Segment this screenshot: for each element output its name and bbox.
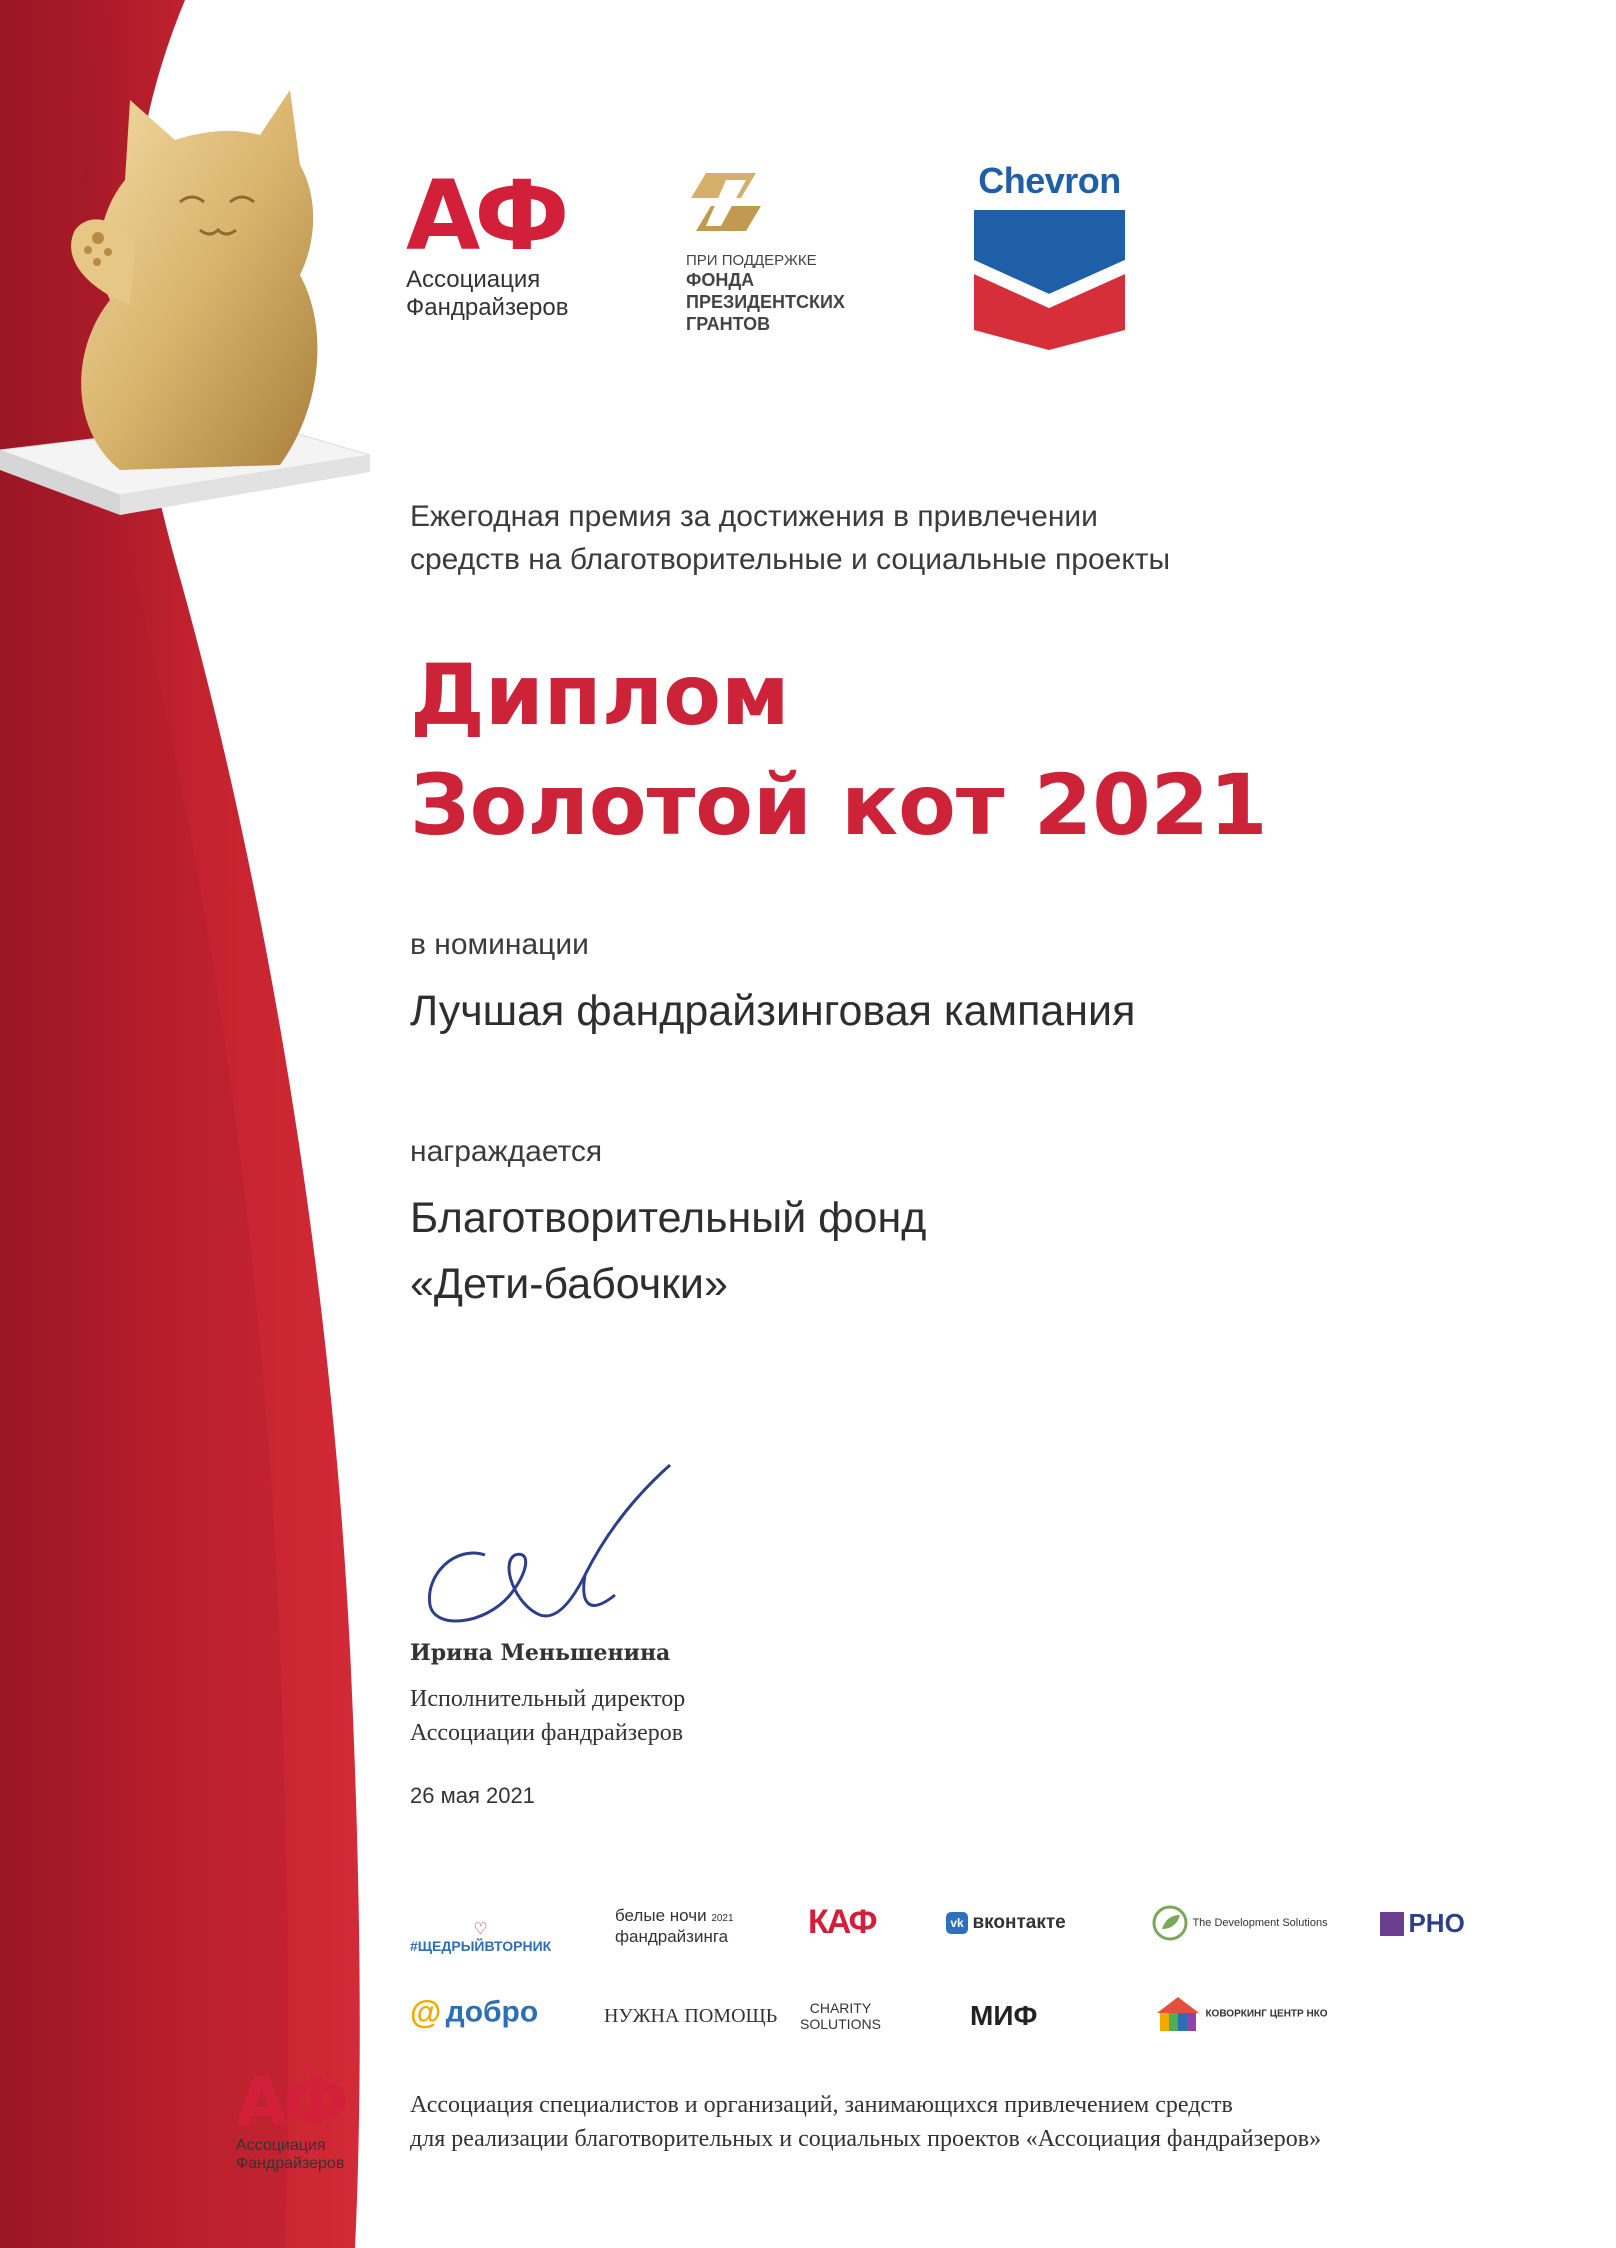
coworking-text: КОВОРКИНГ ЦЕНТР НКО xyxy=(1205,2008,1328,2020)
awardee-label: награждается xyxy=(410,1135,603,1168)
partner-charity-solutions xyxy=(800,2000,881,2032)
charity-line-2: SOLUTIONS xyxy=(800,2016,881,2032)
partner-kaf: КАФ xyxy=(808,1903,876,1941)
belye-nochi-line-2: фандрайзинга xyxy=(615,1927,729,1946)
partner-shchedry-text: #ЩЕДРЫЙВТОРНИК xyxy=(410,1938,552,1954)
dobro-text: добро xyxy=(445,1995,539,2029)
tagline-line-1: Ежегодная премия за достижения в привлечении xyxy=(410,500,1098,533)
tagline-line-2: средств на благотворительные и социальные проекты xyxy=(410,543,1171,576)
belye-nochi-line-1: белые ночи xyxy=(615,1906,707,1925)
presidential-grants-emblem-icon xyxy=(686,168,766,238)
partner-belye-nochi xyxy=(615,1907,734,1946)
partner-vkontakte xyxy=(946,1912,1066,1934)
partner-rno xyxy=(1380,1908,1465,1939)
presidential-grants-logo xyxy=(686,168,936,335)
footer-af-caption-1: Ассоциация xyxy=(236,2137,326,2154)
af-logo xyxy=(406,160,596,321)
pgf-line-2: ФОНДА xyxy=(686,270,755,290)
signer-role-line-1: Исполнительный директор xyxy=(410,1686,686,1712)
af-logo-letters: АФ xyxy=(406,160,564,272)
signer-name: Ирина Меньшенина xyxy=(410,1640,671,1666)
charity-line-1: CHARITY xyxy=(809,2000,872,2016)
partner-coworking-nko xyxy=(1155,1995,1328,2033)
issue-date: 26 мая 2021 xyxy=(410,1783,535,1808)
vk-icon: vk xyxy=(946,1912,968,1934)
leaf-icon xyxy=(1152,1905,1188,1941)
footer-description xyxy=(410,2088,1560,2156)
signer-role xyxy=(410,1682,685,1750)
partner-dobro xyxy=(410,1994,538,2031)
af-logo-caption-1: Ассоциация xyxy=(406,266,541,293)
rno-text: РНО xyxy=(1408,1908,1465,1938)
pgf-line-3: ПРЕЗИДЕНТСКИХ xyxy=(686,292,845,312)
signer-role-line-2: Ассоциации фандрайзеров xyxy=(410,1720,684,1746)
footer-line-2: для реализации благотворительных и социальных проектов «Ассоциация фандрайзеров» xyxy=(410,2126,1322,2152)
heart-icon: ♡ xyxy=(473,1921,488,1938)
signature-icon xyxy=(415,1455,685,1635)
footer-af-logo xyxy=(236,2064,386,2172)
chevron-wordmark: Chevron xyxy=(978,160,1121,201)
partner-nuzhna-pomosch: НУЖНА ПОМОЩЬ xyxy=(604,2005,778,2027)
belye-nochi-year: 2021 xyxy=(711,1913,734,1924)
nomination-value: Лучшая фандрайзинговая кампания xyxy=(410,987,1136,1035)
partner-mif: МИФ xyxy=(970,2000,1038,2031)
at-icon: @ xyxy=(410,1994,442,2030)
partner-development-solutions xyxy=(1152,1905,1328,1941)
diploma-title xyxy=(410,640,1510,860)
partner-shchedry-vtornik xyxy=(410,1922,551,1956)
vkontakte-text: вконтакте xyxy=(972,1912,1066,1933)
nomination-label: в номинации xyxy=(410,928,589,961)
award-tagline xyxy=(410,495,1410,581)
af-logo-caption-2: Фандрайзеров xyxy=(406,294,569,321)
awardee-name xyxy=(410,1185,926,1317)
chevron-hallmark-icon xyxy=(962,202,1137,352)
chevron-logo xyxy=(962,160,1137,356)
house-icon xyxy=(1155,1995,1201,2033)
awardee-line-2: «Дети-бабочки» xyxy=(410,1260,728,1308)
awardee-line-1: Благотворительный фонд xyxy=(410,1194,927,1242)
rno-square-icon xyxy=(1380,1912,1404,1936)
title-line-1: Диплом xyxy=(410,646,790,744)
pgf-line-4: ГРАНТОВ xyxy=(686,314,771,334)
footer-af-letters: АФ xyxy=(236,2064,345,2141)
title-line-2: Золотой кот 2021 xyxy=(410,756,1268,854)
development-solutions-text: The Development Solutions xyxy=(1192,1917,1328,1929)
pgf-line-1: ПРИ ПОДДЕРЖКЕ xyxy=(686,252,817,269)
golden-cat-icon xyxy=(0,70,380,520)
footer-af-caption-2: Фандрайзеров xyxy=(236,2155,345,2172)
footer-line-1: Ассоциация специалистов и организаций, занимающихся привлечением средств xyxy=(410,2092,1233,2118)
